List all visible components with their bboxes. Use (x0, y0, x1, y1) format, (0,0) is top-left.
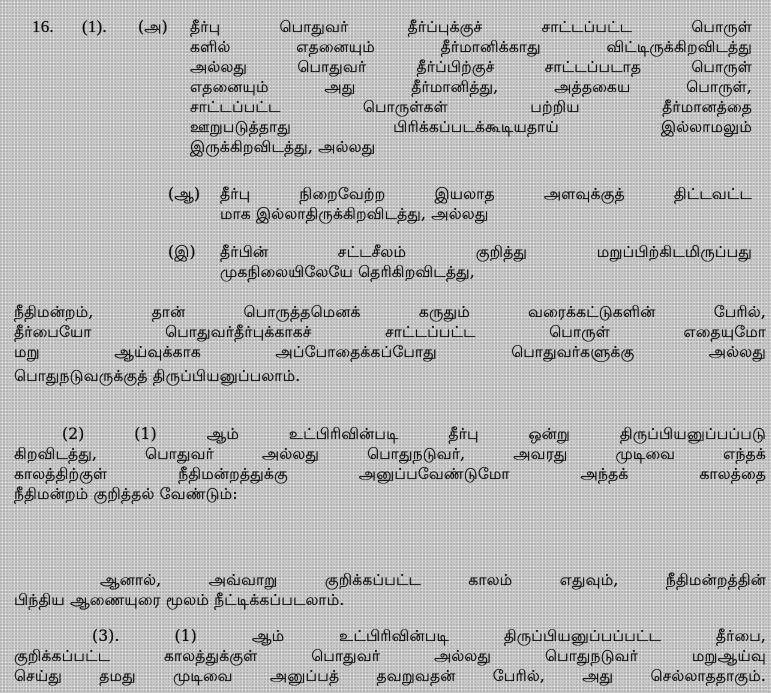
clause-a-line: களில் எதனையும் தீர்மானிக்காது விட்டிருக்கிறவிடத்து (190, 38, 752, 56)
clause-2-line: (2) (1) ஆம் உட்பிரிவின்படி தீர்பு ஒன்று திருப்பியனுப்பப்படு (62, 425, 766, 443)
clause-a-line: எதனையும் அது தீர்மானித்து, அத்தகைய பொருள், (190, 78, 752, 96)
proviso-line: பிந்திய ஆணையுரை மூலம் நீட்டிக்கப்படலாம். (14, 591, 345, 609)
clause-2-line: கிறவிடத்து, பொதுவர் அல்லது பொதுநடுவர், அவரது முடிவை எந்தக் (14, 445, 766, 463)
clause-a-line: தீர்பு பொதுவர் தீர்ப்புக்குச் சாட்டப்பட்ட பொருள் (190, 18, 752, 36)
section-number: 16. (32, 17, 54, 36)
sub-clause-i-label: (இ) (168, 243, 196, 261)
clause-aa-line: மாக இல்லாதிருக்கிறவிடத்து, அல்லது (220, 205, 489, 223)
clause-a-line: ஊறுபடுத்தாது பிரிக்கப்படக்கூடியதாய் இல்லாமலும் (190, 118, 752, 136)
sub-clause-a-label: (அ) (138, 18, 168, 36)
clause-i-line: முகநிலையிலேயே தெரிகிறவிடத்து, (220, 263, 475, 281)
clause-1-tail-line: பொதுநடுவருக்குத் திருப்பியனுப்பலாம். (14, 367, 301, 385)
clause-1-tail-line: மறு ஆய்வுக்காக அப்போதைக்கப்போது பொதுவர்களுக்கு அல்லது (14, 343, 766, 361)
proviso-line: ஆனால், அவ்வாறு குறிக்கப்பட்ட காலம் எதுவும், நீதிமன்றத்தின் (100, 571, 766, 589)
clause-a-line: சாட்டப்பட்ட பொருள்கள் பற்றிய தீர்மானத்தை (190, 98, 752, 116)
clause-3-line: (3). (1) ஆம் உட்பிரிவின்படி திருப்பியனுப்பப்பட்ட தீர்பை, (92, 627, 766, 645)
clause-3-line: குறிக்கப்பட்ட காலத்துக்குள் பொதுவர் அல்லது பொதுநடுவர் மறுஆய்வு (14, 647, 766, 665)
clause-a-line: இருக்கிறவிடத்து, அல்லது (190, 138, 376, 156)
sub-clause-aa-label: (ஆ) (168, 185, 201, 203)
clause-1-tail-line: நீதிமன்றம், தான் பொருத்தமெனக் கருதும் வரைக்கட்டுகளின் பேரில், (14, 303, 766, 321)
clause-2-line: நீதிமன்றம் குறித்தல் வேண்டும்: (14, 485, 238, 503)
clause-1-tail-line: தீர்பையோ பொதுவர்தீர்புக்காகச் சாட்டப்பட்ட பொருள் எதையுமோ (14, 323, 766, 341)
clause-1-label: (1). (82, 17, 107, 36)
clause-i-line: தீர்பின் சட்டசீலம் குறித்து மறுப்பிற்கிடமிருப்பது (220, 243, 752, 261)
clause-2-line: காலத்திற்குள் நீதிமன்றத்துக்கு அனுப்பவேண்டுமோ அந்தக் காலத்தை (14, 465, 766, 483)
clause-3-line: செய்து தமது முடிவை அனுப்பத் தவறுவதன் பேரில், அது செல்லாததாகும். (14, 667, 766, 685)
clause-aa-line: தீர்பு நிறைவேற்ற இயலாத அளவுக்குத் திட்டவட்ட (220, 185, 752, 203)
clause-a-line: அல்லது பொதுவர் தீர்ப்பிற்குச் சாட்டப்படாத பொருள் (190, 58, 752, 76)
